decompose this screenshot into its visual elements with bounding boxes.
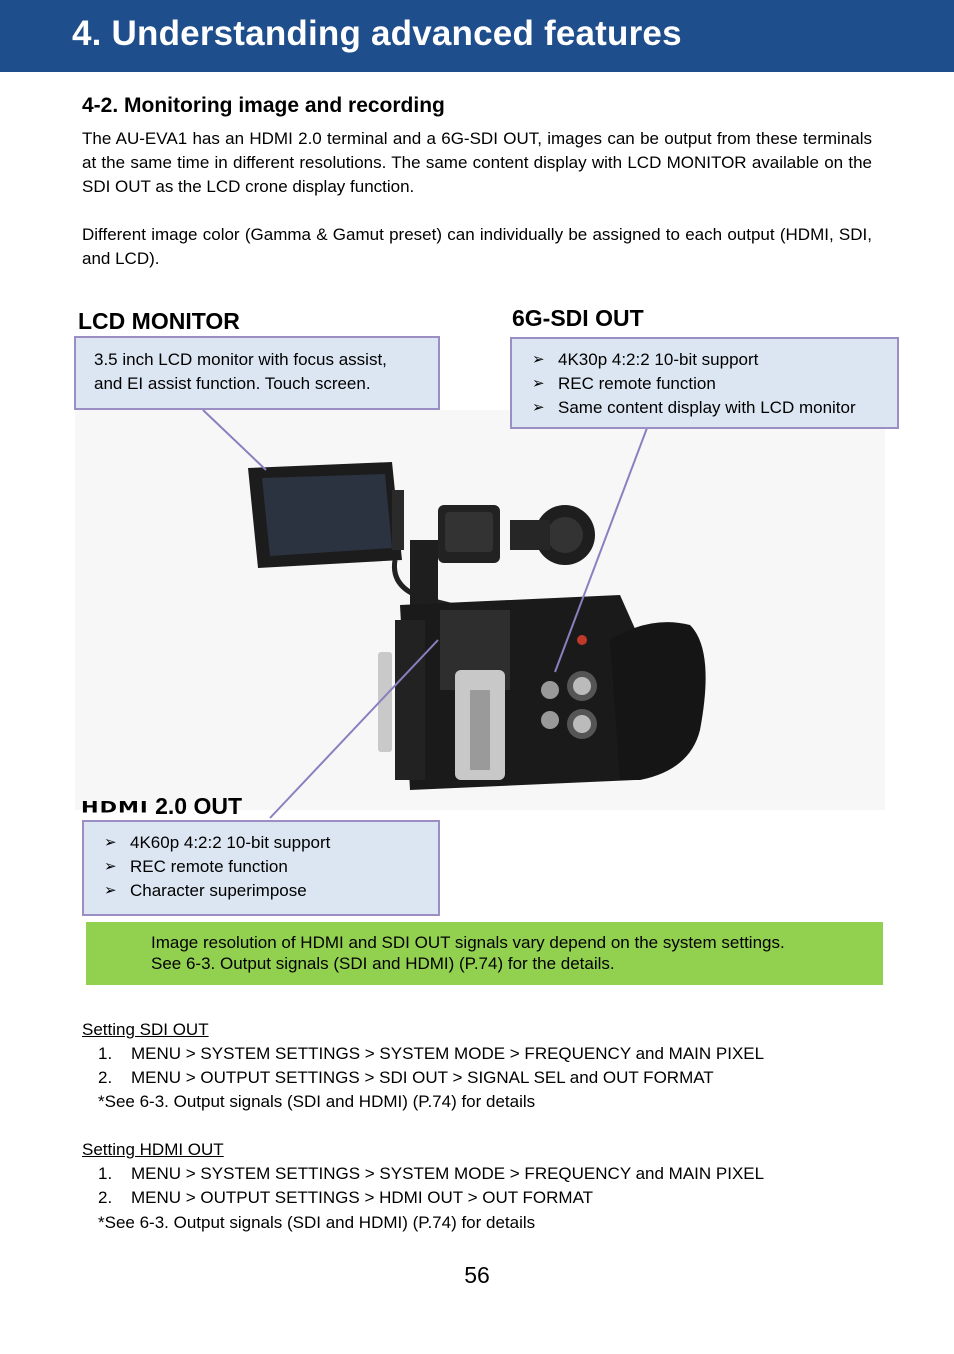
setting-sdi-steps bbox=[98, 1042, 764, 1090]
setting-hdmi-title: Setting HDMI OUT bbox=[82, 1140, 224, 1159]
note-line-2: See 6-3. Output signals (SDI and HDMI) (P.74) for the details. bbox=[151, 954, 615, 973]
page-number: 56 bbox=[464, 1262, 490, 1288]
sdi-out-label: 6G-SDI OUT bbox=[512, 305, 644, 331]
step-item: 1. MENU > SYSTEM SETTINGS > SYSTEM MODE > FREQUENCY and MAIN PIXEL bbox=[98, 1164, 765, 1183]
bullet-arrow-icon: ➢ bbox=[104, 882, 117, 899]
resolution-note bbox=[86, 922, 883, 985]
bullet-arrow-icon: ➢ bbox=[532, 399, 545, 416]
hdmi-logo: HDMI bbox=[81, 798, 149, 816]
bullet-arrow-icon: ➢ bbox=[104, 834, 117, 851]
hdmi-out-label bbox=[81, 793, 242, 820]
hdmi-feature-item: ➢ 4K60p 4:2:2 10-bit support bbox=[84, 831, 438, 855]
lcd-feature-line-1: 3.5 inch LCD monitor with focus assist, bbox=[94, 350, 387, 369]
lcd-monitor-box bbox=[74, 336, 440, 410]
sdi-feature-item: ➢ 4K30p 4:2:2 10-bit support bbox=[512, 348, 897, 372]
intro-paragraph-1: The AU-EVA1 has an HDMI 2.0 terminal and a 6G-SDI OUT, images can be output from these terminals at the same time in different resolutions. The same content display with LCD MONITOR available on the SDI OUT as the LCD crone display function. bbox=[82, 129, 872, 196]
setting-sdi-footnote: *See 6-3. Output signals (SDI and HDMI) (P.74) for details bbox=[98, 1092, 536, 1111]
note-line-1: Image resolution of HDMI and SDI OUT signals vary depend on the system settings. bbox=[151, 933, 785, 952]
section-title: 4-2. Monitoring image and recording bbox=[82, 94, 445, 117]
step-item: 2. MENU > OUTPUT SETTINGS > SDI OUT > SIGNAL SEL and OUT FORMAT bbox=[98, 1068, 714, 1087]
chapter-title: 4. Understanding advanced features bbox=[72, 14, 682, 53]
hdmi-feature-item: ➢ REC remote function bbox=[84, 855, 438, 879]
setting-hdmi-footnote: *See 6-3. Output signals (SDI and HDMI) (P.74) for details bbox=[98, 1213, 536, 1232]
sdi-out-box bbox=[510, 337, 899, 429]
step-item: 2. MENU > OUTPUT SETTINGS > HDMI OUT > OUT FORMAT bbox=[98, 1188, 594, 1207]
hdmi-out-text: 2.0 OUT bbox=[155, 793, 243, 819]
intro-paragraph-2: Different image color (Gamma & Gamut preset) can individually be assigned to each output (HDMI, SDI, and LCD). bbox=[82, 225, 872, 268]
lcd-monitor-label: LCD MONITOR bbox=[78, 308, 240, 334]
step-item: 1. MENU > SYSTEM SETTINGS > SYSTEM MODE > FREQUENCY and MAIN PIXEL bbox=[98, 1044, 765, 1063]
bullet-arrow-icon: ➢ bbox=[532, 375, 545, 392]
sdi-feature-item: ➢ Same content display with LCD monitor bbox=[512, 396, 897, 420]
lcd-feature-line-2: and EI assist function. Touch screen. bbox=[94, 374, 371, 393]
hdmi-feature-item: ➢ Character superimpose bbox=[84, 879, 438, 903]
setting-sdi-title: Setting SDI OUT bbox=[82, 1020, 209, 1039]
setting-hdmi-steps bbox=[98, 1162, 764, 1210]
bullet-arrow-icon: ➢ bbox=[104, 858, 117, 875]
hdmi-out-box bbox=[82, 820, 440, 916]
bullet-arrow-icon: ➢ bbox=[532, 351, 545, 368]
sdi-feature-item: ➢ REC remote function bbox=[512, 372, 897, 396]
